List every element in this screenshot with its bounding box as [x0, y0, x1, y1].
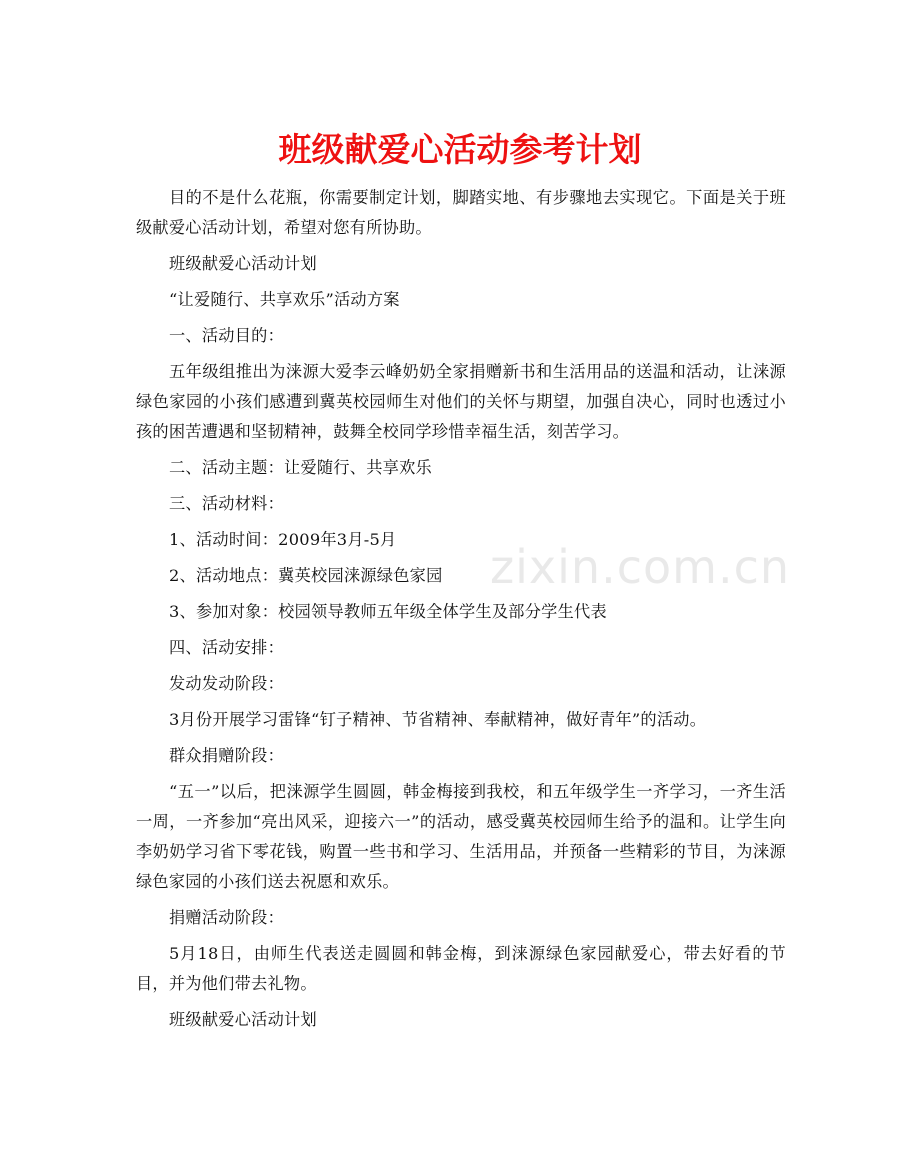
- paragraph-program-title: “让爱随行、共享欢乐”活动方案: [169, 290, 400, 309]
- paragraph-intro: 目的不是什么花瓶，你需要制定计划，脚踏实地、有步骤地去实现它。下面是关于班级献爱心活动计划，希望对您有所协助。: [136, 188, 786, 237]
- paragraph-plan-name-footer: 班级献爱心活动计划: [169, 1010, 317, 1029]
- paragraph-march: 3月份开展学习雷锋“钉子精神、节省精神、奉献精神，做好青年”的活动。: [169, 710, 707, 729]
- paragraph-plan-name: 班级献爱心活动计划: [169, 254, 317, 273]
- stage-donation-activity: 捐赠活动阶段：: [169, 908, 285, 927]
- document-body: [136, 183, 786, 1041]
- paragraph-may-day: “五一”以后，把涞源学生圆圆，韩金梅接到我校，和五年级学生一齐学习，一齐生活一周，一齐参加“亮出风采，迎接六一”的活动，感受冀英校园师生给予的温和。让学生向李奶奶学习省下零花钱，购置一些书和学习、生活用品，并预备一些精彩的节目，为涞源绿色家园的小孩们送去祝愿和欢乐。: [136, 782, 786, 891]
- paragraph-purpose: 五年级组推出为涞源大爱李云峰奶奶全家捐赠新书和生活用品的送温和活动，让涞源绿色家园的小孩们感遭到冀英校园师生对他们的关怀与期望，加强自决心，同时也透过小孩的困苦遭遇和坚韧精神，鼓舞全校同学珍惜幸福生活，刻苦学习。: [136, 362, 786, 441]
- item-participants: 3、参加对象：校园领导教师五年级全体学生及部分学生代表: [169, 602, 607, 621]
- item-location: 2、活动地点：冀英校园涞源绿色家园: [169, 566, 443, 585]
- heading-theme: 二、活动主题：让爱随行、共享欢乐: [169, 458, 432, 477]
- paragraph-may-18: 5月18日，由师生代表送走圆圆和韩金梅，到涞源绿色家园献爱心，带去好看的节目，并为他们带去礼物。: [136, 944, 786, 993]
- watermark-text: zixin.com.cn: [490, 540, 791, 594]
- stage-mobilization: 发动发动阶段：: [169, 674, 285, 693]
- heading-materials: 三、活动材料：: [169, 494, 285, 513]
- heading-arrangement: 四、活动安排：: [169, 638, 285, 657]
- document-title: 班级献爱心活动参考计划: [278, 130, 642, 169]
- heading-purpose: 一、活动目的：: [169, 326, 285, 345]
- stage-donation: 群众捐赠阶段：: [169, 746, 285, 765]
- item-time: 1、活动时间：2009年3月-5月: [169, 530, 397, 549]
